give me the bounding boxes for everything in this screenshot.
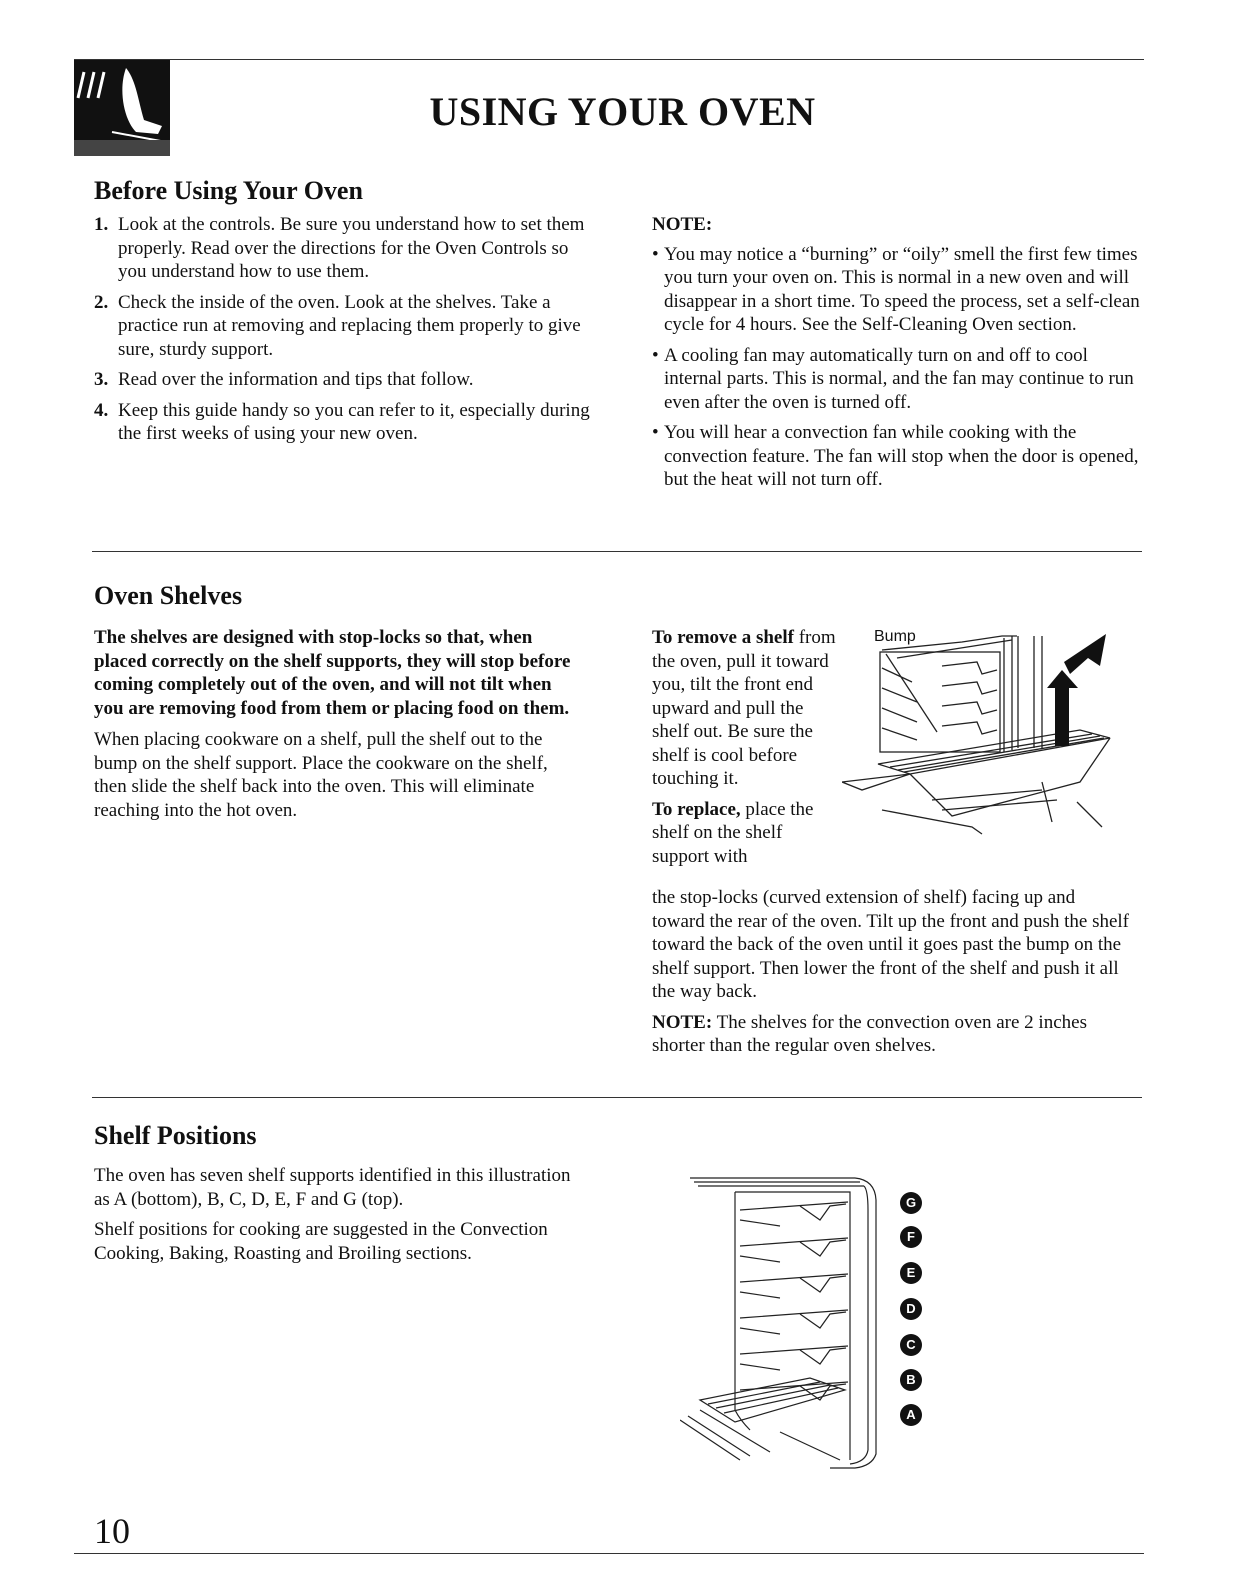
positions-text	[94, 1164, 584, 1272]
step-item	[94, 291, 594, 362]
remove-label: To remove a shelf	[652, 627, 794, 648]
shelves-left-text	[94, 626, 584, 829]
step-number: 4.	[94, 399, 109, 421]
before-heading: Before Using Your Oven	[94, 176, 363, 205]
shelves-note-label: NOTE:	[652, 1011, 713, 1033]
replace-continued	[652, 886, 1132, 1065]
footer-rule	[74, 1553, 1144, 1554]
step-text: Read over the information and tips that follow.	[118, 369, 474, 390]
step-item	[94, 368, 594, 392]
shelf-position-e-badge: E	[900, 1262, 922, 1284]
before-steps	[94, 213, 594, 453]
shelf-removal-illustration	[842, 622, 1142, 872]
step-number: 1.	[94, 214, 109, 235]
note-item: • You may notice a “burning” or “oily” smell the first few times you turn your oven on. This is normal in a new oven and will disappear in a short time. To speed the process, set a self-clean cycle for 4 hours. See the Self-Cleaning Oven section.	[652, 243, 1142, 337]
before-notes	[652, 213, 1142, 499]
shelf-position-b-badge: B	[900, 1369, 922, 1391]
bump-label: Bump	[874, 628, 916, 645]
positions-para-2: Shelf positions for cooking are suggested in the Convection Cooking, Baking, Roasting and Broiling sections.	[94, 1219, 548, 1264]
remove-text: from the oven, pull it toward you, tilt the front end upward and pull the shelf out. Be sure the shelf is cool before touching it.	[652, 627, 836, 789]
shelves-heading: Oven Shelves	[94, 581, 243, 610]
step-number: 2.	[94, 291, 109, 313]
page-number: 10	[94, 1511, 130, 1551]
shelf-position-f-badge: F	[900, 1226, 922, 1248]
shelf-position-a-badge: A	[900, 1404, 922, 1426]
note-label: NOTE:	[652, 214, 713, 235]
step-item	[94, 213, 594, 284]
replace-label: To replace,	[652, 798, 741, 820]
shelf-position-d-badge: D	[900, 1298, 922, 1320]
step-text: Check the inside of the oven. Look at the shelves. Take a practice run at removing and replacing them properly to give sure, sturdy support.	[118, 291, 581, 360]
replace-text-short: place the shelf on the shelf support with	[652, 798, 814, 867]
page-title: USING YOUR OVEN	[429, 89, 816, 134]
step-item	[94, 399, 594, 446]
note-item: • You will hear a convection fan while cooking with the convection feature. The fan will stop when the door is opened, but the heat will not turn off.	[652, 421, 1142, 492]
step-text: Look at the controls. Be sure you understand how to set them properly. Read over the directions for the Oven Controls so you understand how to use them.	[118, 214, 585, 282]
section-divider	[92, 1097, 1142, 1098]
shelves-placing-text: When placing cookware on a shelf, pull the shelf out to the bump on the shelf support. Place the cookware on the shelf, then slide the shelf back into the oven. This will eliminate reaching into the hot oven.	[94, 729, 548, 821]
shelf-positions-illustration	[680, 1170, 920, 1470]
shelves-bold-intro: The shelves are designed with stop-locks so that, when placed correctly on the shelf supports, they will stop before coming completely out of the oven, and will not tilt when you are removing food from them or placing food on them.	[94, 627, 571, 719]
step-number: 3.	[94, 369, 109, 390]
replace-text-rest: the stop-locks (curved extension of shelf) facing up and toward the rear of the oven. Tilt up the front and push the shelf toward the back of the oven until it goes past the bump on the shelf support. Then lower the front of the shelf and push it all the way back.	[652, 887, 1130, 1002]
shelf-position-c-badge: C	[900, 1334, 922, 1356]
remove-instructions	[652, 626, 837, 868]
shelves-note-text: The shelves for the convection oven are 2 inches shorter than the regular oven shelves.	[652, 1011, 1087, 1056]
positions-heading: Shelf Positions	[94, 1121, 257, 1150]
section-divider	[92, 551, 1142, 552]
note-item: • A cooling fan may automatically turn on and off to cool internal parts. This is normal, and the fan may continue to run even after the oven is turned off.	[652, 344, 1142, 415]
shelf-position-g-badge: G	[900, 1192, 922, 1214]
positions-para-1: The oven has seven shelf supports identified in this illustration as A (bottom), B, C, D, E, F and G (top).	[94, 1165, 571, 1210]
step-text: Keep this guide handy so you can refer to it, especially during the first weeks of using your new oven.	[118, 399, 590, 444]
